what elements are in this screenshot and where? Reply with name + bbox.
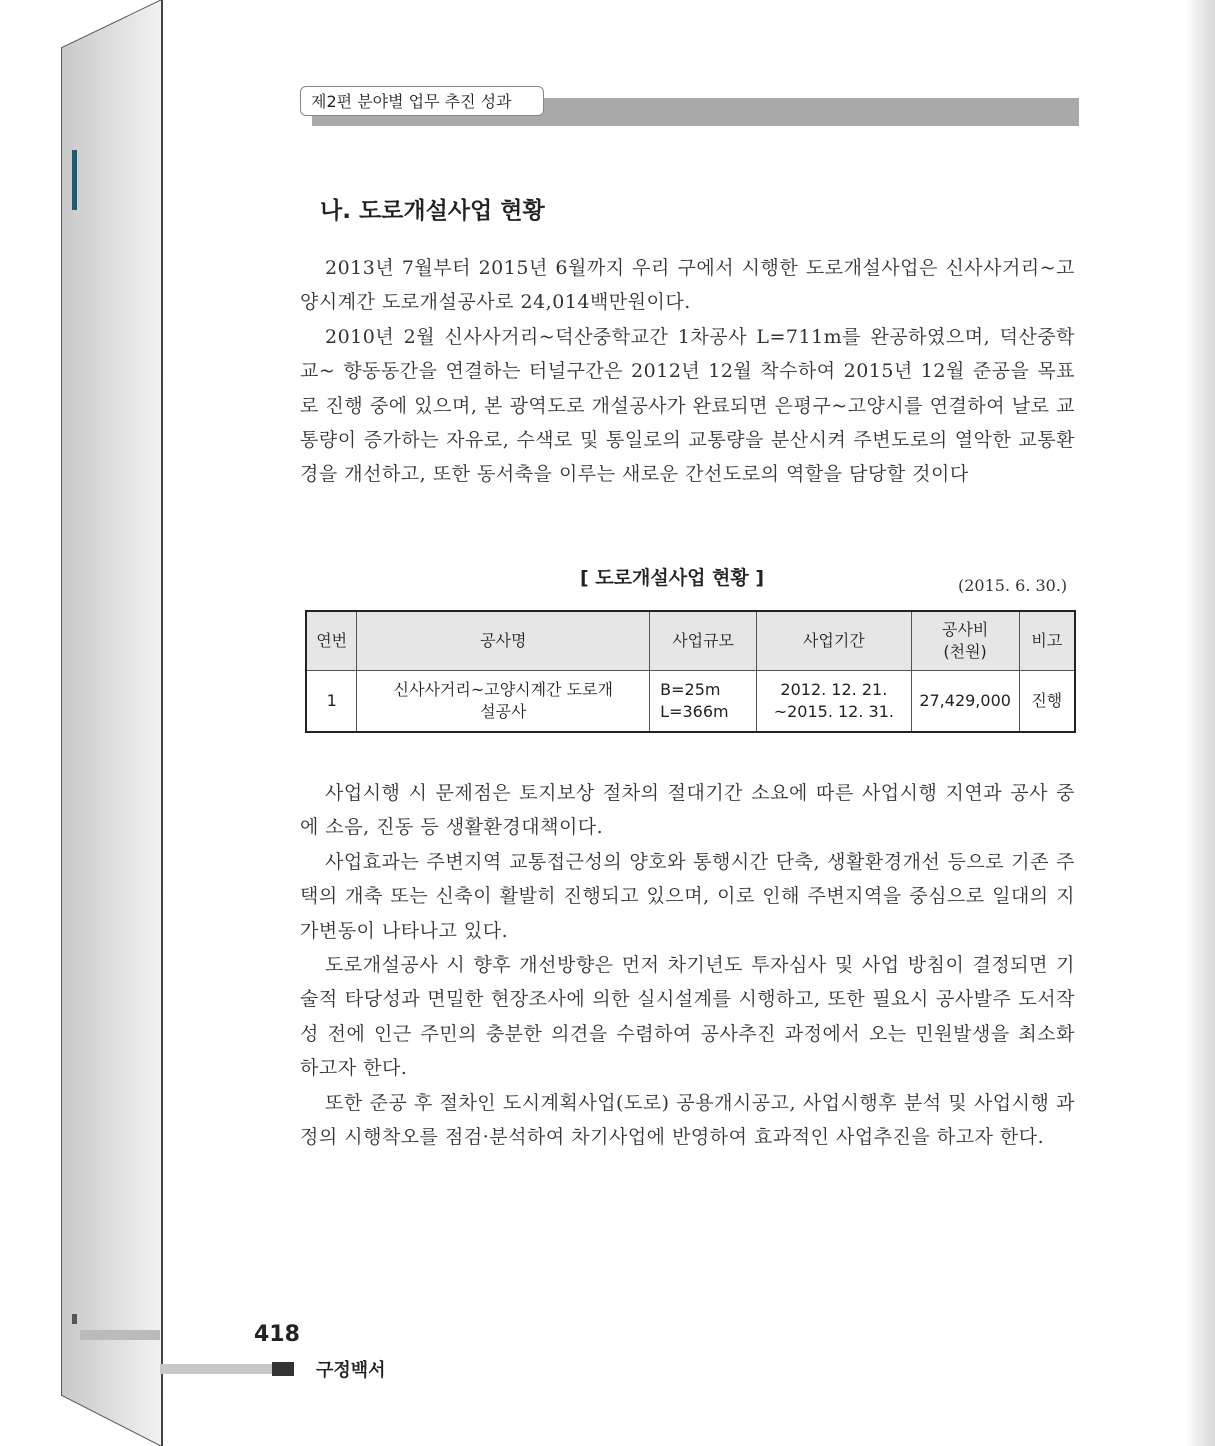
table-date: (2015. 6. 30.): [958, 576, 1068, 595]
book-title: 구정백서: [316, 1360, 386, 1381]
cell-scale-line2: L=366m: [660, 702, 729, 721]
table-title: [ 도로개설사업 현황 ]: [580, 567, 765, 589]
section-title: 나. 도로개설사업 현황: [320, 198, 545, 224]
paragraph: 2013년 7월부터 2015년 6월까지 우리 구에서 시행한 도로개설사업은 신사사거리~고양시계간 도로개설공사로 24,014백만원이다.: [300, 257, 1075, 314]
header-cost-line1: 공사비: [941, 620, 989, 639]
table-header-row: [306, 611, 1075, 671]
cell-scale-line1: B=25m: [660, 680, 721, 699]
header-cost: [911, 611, 1019, 671]
paragraph: 도로개설공사 시 향후 개선방향은 먼저 차기년도 투자심사 및 사업 방침이 결정되면 기술적 타당성과 면밀한 현장조사에 의한 실시설계를 시행하고, 또한 필요시 공사발주 도서작성 전에 인근 주민의 충분한 의견을 수렴하여 공사추진 과정에서 오는 민원발생을 최소화 하고자 한다.: [300, 954, 1075, 1080]
project-table: [305, 610, 1076, 733]
footer-block: [272, 1362, 294, 1376]
page-number: 418: [254, 1322, 300, 1347]
cell-name-line1: 신사사거리~고양시계간 도로개: [393, 680, 613, 699]
header-scale: 사업규모: [650, 611, 757, 671]
header-remark: 비고: [1019, 611, 1075, 671]
header-no: 연번: [306, 611, 357, 671]
chapter-header-tab: 제2편 분야별 업무 추진 성과: [300, 86, 544, 116]
table-row: [306, 671, 1075, 733]
header-period: 사업기간: [757, 611, 912, 671]
paragraph: 또한 준공 후 절차인 도시계획사업(도로) 공용개시공고, 사업시행후 분석 및 사업시행 과정의 시행착오를 점검·분석하여 차기사업에 반영하여 효과적인 사업추진을 하고자 한다.: [300, 1091, 1075, 1149]
cell-name-line2: 설공사: [480, 702, 527, 721]
cell-scale: [650, 671, 757, 733]
page-edge-shadow: [1185, 0, 1215, 1446]
cell-remark: 진행: [1019, 671, 1075, 733]
cell-name: [357, 671, 650, 733]
book-spine: [0, 0, 170, 1446]
header-name: 공사명: [357, 611, 650, 671]
cell-cost: 27,429,000: [911, 671, 1019, 733]
intro-text: [300, 251, 1075, 492]
cell-period: [757, 671, 912, 733]
cell-period-line1: 2012. 12. 21.: [780, 680, 888, 699]
paragraph: 사업효과는 주변지역 교통접근성의 양호와 통행시간 단축, 생활환경개선 등으로 기존 주택의 개축 또는 신축이 활발히 진행되고 있으며, 이로 인해 주변지역을 중심으로 일대의 지가변동이 나타나고 있다.: [300, 850, 1075, 942]
paragraph: 2010년 2월 신사사거리~덕산중학교간 1차공사 L=711m를 완공하였으며, 덕산중학교~ 향동동간을 연결하는 터널구간은 2012년 12월 착수하여 2015년 12월 준공을 목표로 진행 중에 있으며, 본 광역도로 개설공사가 완료되면 은평구~고양시를 연결하여 날로 교통량이 증가하는 자유로, 수색로 및 통일로의 교통량을 분산시켜 주변도로의 열악한 교통환경을 개선하고, 또한 동서축을 이루는 새로운 간선도로의 역할을 담당할 것이다: [300, 325, 1075, 486]
paragraph: 사업시행 시 문제점은 토지보상 절차의 절대기간 소요에 따른 사업시행 지연과 공사 중에 소음, 진동 등 생활환경대책이다.: [300, 782, 1075, 839]
cell-period-line2: ~2015. 12. 31.: [773, 702, 894, 721]
footer-bar: [160, 1364, 284, 1374]
body-text: [300, 776, 1075, 1154]
header-cost-line2: (천원): [943, 642, 987, 661]
cell-no: 1: [306, 671, 357, 733]
